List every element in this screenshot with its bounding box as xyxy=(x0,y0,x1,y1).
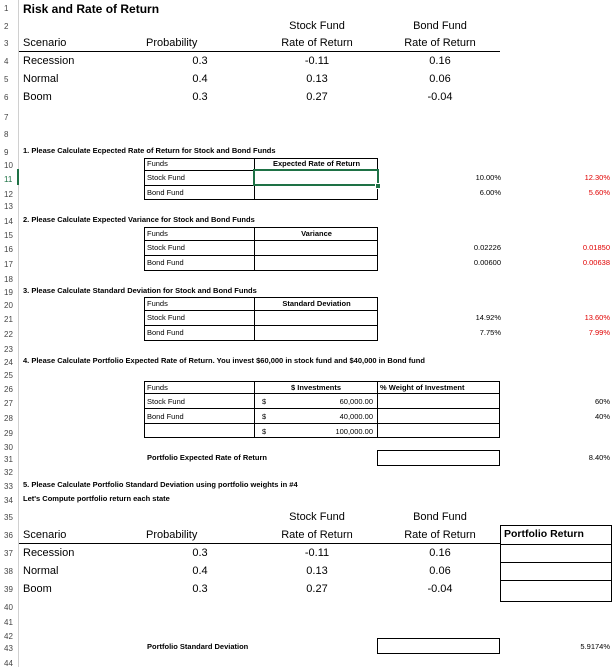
row-number[interactable]: 28 xyxy=(4,414,13,423)
t1-row-bond: 0.16 xyxy=(429,55,451,67)
row-number[interactable]: 13 xyxy=(4,202,13,211)
q5-row-scenario: Recession xyxy=(23,547,75,559)
q4-col-funds: Funds xyxy=(147,383,168,392)
row-number[interactable]: 8 xyxy=(4,130,9,139)
q5-col-probability: Probability xyxy=(146,529,198,541)
row-number[interactable]: 40 xyxy=(4,603,13,612)
q4-bond-amount: 40,000.00 xyxy=(339,412,373,421)
q4-portfolio-input[interactable] xyxy=(377,450,500,466)
q5-std-value: 5.9174% xyxy=(580,642,610,651)
t1-header-rule xyxy=(19,51,500,52)
row-number[interactable]: 33 xyxy=(4,482,13,491)
q2-stock-red: 0.01850 xyxy=(582,243,610,252)
row-number[interactable]: 19 xyxy=(4,288,13,297)
t1-row-stock: 0.13 xyxy=(306,73,328,85)
row-number[interactable]: 18 xyxy=(4,275,13,284)
row-number[interactable]: 22 xyxy=(4,330,13,339)
q1-stock-answer: 10.00% xyxy=(475,173,501,182)
q2-stock-answer: 0.02226 xyxy=(473,243,501,252)
q4-bond-weight: 40% xyxy=(594,412,610,421)
q4-col-weight: % Weight of Investment xyxy=(380,383,465,392)
q2-bond-answer: 0.00600 xyxy=(473,258,501,267)
q4-divider xyxy=(377,381,378,438)
q3-bond-label: Bond Fund xyxy=(147,328,184,337)
q2-stock-label: Stock Fund xyxy=(147,243,185,252)
portfolio-return-rule xyxy=(500,562,612,563)
q5-row-prob: 0.4 xyxy=(192,565,208,577)
q2-bond-label: Bond Fund xyxy=(147,258,184,267)
row-number[interactable]: 38 xyxy=(4,567,13,576)
row-number[interactable]: 41 xyxy=(4,618,13,627)
q3-rule xyxy=(144,325,378,326)
q4-heading: 4. Please Calculate Portfolio Expected Rate of Return. You invest $60,000 in stock fund and $40,000 in Bond fund xyxy=(23,356,425,365)
q5-header-stock: Stock Fund xyxy=(289,511,345,523)
q5-row-bond: -0.04 xyxy=(427,583,453,595)
row-number[interactable]: 42 xyxy=(4,632,13,641)
q2-col-value: Variance xyxy=(301,229,332,238)
row-number[interactable]: 12 xyxy=(4,190,13,199)
q4-rule xyxy=(144,393,500,394)
row-number[interactable]: 10 xyxy=(4,161,13,170)
q5-col-scenario: Scenario xyxy=(23,529,67,541)
t1-header-bond: Bond Fund xyxy=(413,20,467,32)
q1-stock-label: Stock Fund xyxy=(147,173,185,182)
q3-col-value: Standard Deviation xyxy=(282,299,351,308)
row-number[interactable]: 4 xyxy=(4,57,9,66)
q5-row-bond: 0.16 xyxy=(429,547,451,559)
portfolio-return-rule xyxy=(500,544,612,545)
q2-rule xyxy=(144,240,378,241)
sheet-title: Risk and Rate of Return xyxy=(23,2,160,16)
q3-col-funds: Funds xyxy=(147,299,168,308)
q2-col-funds: Funds xyxy=(147,229,168,238)
row-number[interactable]: 16 xyxy=(4,245,13,254)
t1-row-bond: -0.04 xyxy=(427,91,453,103)
q5-row-scenario: Normal xyxy=(23,565,59,577)
q4-total-amount: 100,000.00 xyxy=(335,427,373,436)
q1-bond-answer: 6.00% xyxy=(479,188,501,197)
row-number[interactable]: 20 xyxy=(4,301,13,310)
t1-row-prob: 0.4 xyxy=(192,73,208,85)
q1-col-value: Expected Rate of Return xyxy=(272,159,361,168)
row-number[interactable]: 21 xyxy=(4,315,13,324)
q4-bond-label: Bond Fund xyxy=(147,412,184,421)
t1-col-ror-bond: Rate of Return xyxy=(404,37,476,49)
q5-heading: 5. Please Calculate Portfolio Standard Deviation using portfolio weights in #4 xyxy=(23,480,298,489)
t1-row-prob: 0.3 xyxy=(192,55,208,67)
row-number[interactable]: 6 xyxy=(4,93,9,102)
q1-col-funds: Funds xyxy=(147,159,168,168)
q5-col-ror-bond: Rate of Return xyxy=(404,529,476,541)
q2-heading: 2. Please Calculate Expected Variance for Stock and Bond Funds xyxy=(23,215,255,224)
t1-row-scenario: Recession xyxy=(23,55,75,67)
row-number[interactable]: 30 xyxy=(4,443,13,452)
q5-row-stock: -0.11 xyxy=(304,547,330,559)
q4-stock-label: Stock Fund xyxy=(147,397,185,406)
row-number[interactable]: 15 xyxy=(4,231,13,240)
q3-bond-answer: 7.75% xyxy=(479,328,501,337)
q3-bond-red: 7.99% xyxy=(588,328,610,337)
q3-stock-label: Stock Fund xyxy=(147,313,185,322)
row-header-border xyxy=(18,0,19,667)
q5-row-prob: 0.3 xyxy=(192,583,208,595)
t1-row-scenario: Boom xyxy=(23,91,52,103)
row-number[interactable]: 17 xyxy=(4,260,13,269)
q4-rule xyxy=(144,423,500,424)
row-number[interactable]: 35 xyxy=(4,513,13,522)
selected-row-indicator xyxy=(17,169,19,185)
row-number[interactable]: 1 xyxy=(4,4,9,13)
row-number[interactable]: 26 xyxy=(4,385,13,394)
q5-col-ror-stock: Rate of Return xyxy=(281,529,353,541)
q3-rule xyxy=(144,310,378,311)
q4-portfolio-label: Portfolio Expected Rate of Return xyxy=(147,453,268,462)
t1-row-bond: 0.06 xyxy=(429,73,451,85)
q4-currency: $ xyxy=(262,427,267,436)
q3-stock-red: 13.60% xyxy=(584,313,610,322)
row-number[interactable]: 36 xyxy=(4,531,13,540)
q5-row-scenario: Boom xyxy=(23,583,52,595)
row-number[interactable]: 39 xyxy=(4,585,13,594)
row-number[interactable]: 2 xyxy=(4,22,9,31)
row-number[interactable]: 27 xyxy=(4,399,13,408)
portfolio-return-rule xyxy=(500,580,612,581)
t1-col-ror-stock: Rate of Return xyxy=(281,37,353,49)
row-number[interactable]: 23 xyxy=(4,345,13,354)
row-number[interactable]: 3 xyxy=(4,39,9,48)
row-number[interactable]: 24 xyxy=(4,358,13,367)
row-number[interactable]: 29 xyxy=(4,429,13,438)
row-number[interactable]: 32 xyxy=(4,468,13,477)
q5-row-stock: 0.13 xyxy=(306,565,328,577)
row-number[interactable]: 44 xyxy=(4,659,13,668)
t1-row-scenario: Normal xyxy=(23,73,59,85)
q3-stock-answer: 14.92% xyxy=(475,313,501,322)
t1-header-stock: Stock Fund xyxy=(289,20,345,32)
q4-portfolio-value: 8.40% xyxy=(588,453,610,462)
q4-currency: $ xyxy=(262,412,267,421)
row-number[interactable]: 31 xyxy=(4,455,13,464)
q5-row-prob: 0.3 xyxy=(192,547,208,559)
q4-col-invest: $ Investments xyxy=(290,383,342,392)
t1-row-prob: 0.3 xyxy=(192,91,208,103)
q5-row-bond: 0.06 xyxy=(429,565,451,577)
row-number[interactable]: 11 xyxy=(4,175,13,184)
q2-rule xyxy=(144,255,378,256)
q5-std-label: Portfolio Standard Deviation xyxy=(147,642,249,651)
t1-col-scenario: Scenario xyxy=(23,37,67,49)
q5-header-bond: Bond Fund xyxy=(413,511,467,523)
q4-stock-amount: 60,000.00 xyxy=(339,397,373,406)
q5-std-input[interactable] xyxy=(377,638,500,654)
t1-row-stock: 0.27 xyxy=(306,91,328,103)
row-number[interactable]: 14 xyxy=(4,217,13,226)
q4-stock-weight: 60% xyxy=(594,397,610,406)
row-number[interactable]: 37 xyxy=(4,549,13,558)
q1-bond-label: Bond Fund xyxy=(147,188,184,197)
row-number[interactable]: 5 xyxy=(4,75,9,84)
q3-heading: 3. Please Calculate Standard Deviation for Stock and Bond Funds xyxy=(23,286,257,295)
q5-subheading: Let's Compute portfolio return each state xyxy=(23,494,170,503)
q4-rule xyxy=(144,408,500,409)
q5-header-rule xyxy=(19,543,500,544)
fill-handle[interactable] xyxy=(375,183,381,189)
active-cell[interactable] xyxy=(253,169,379,186)
q1-bond-red: 5.60% xyxy=(588,188,610,197)
row-number[interactable]: 34 xyxy=(4,496,13,505)
row-number[interactable]: 25 xyxy=(4,371,13,380)
row-number[interactable]: 9 xyxy=(4,148,9,157)
q5-row-stock: 0.27 xyxy=(306,583,328,595)
q2-bond-red: 0.00638 xyxy=(582,258,610,267)
q4-currency: $ xyxy=(262,397,267,406)
q1-stock-red: 12.30% xyxy=(584,173,610,182)
t1-col-probability: Probability xyxy=(146,37,198,49)
q1-heading: 1. Please Calculate Ecpected Rate of Return for Stock and Bond Funds xyxy=(23,146,276,155)
row-number[interactable]: 7 xyxy=(4,113,9,122)
q5-col-portfolio: Portfolio Return xyxy=(504,528,584,540)
row-number[interactable]: 43 xyxy=(4,644,13,653)
t1-row-stock: -0.11 xyxy=(304,55,330,67)
